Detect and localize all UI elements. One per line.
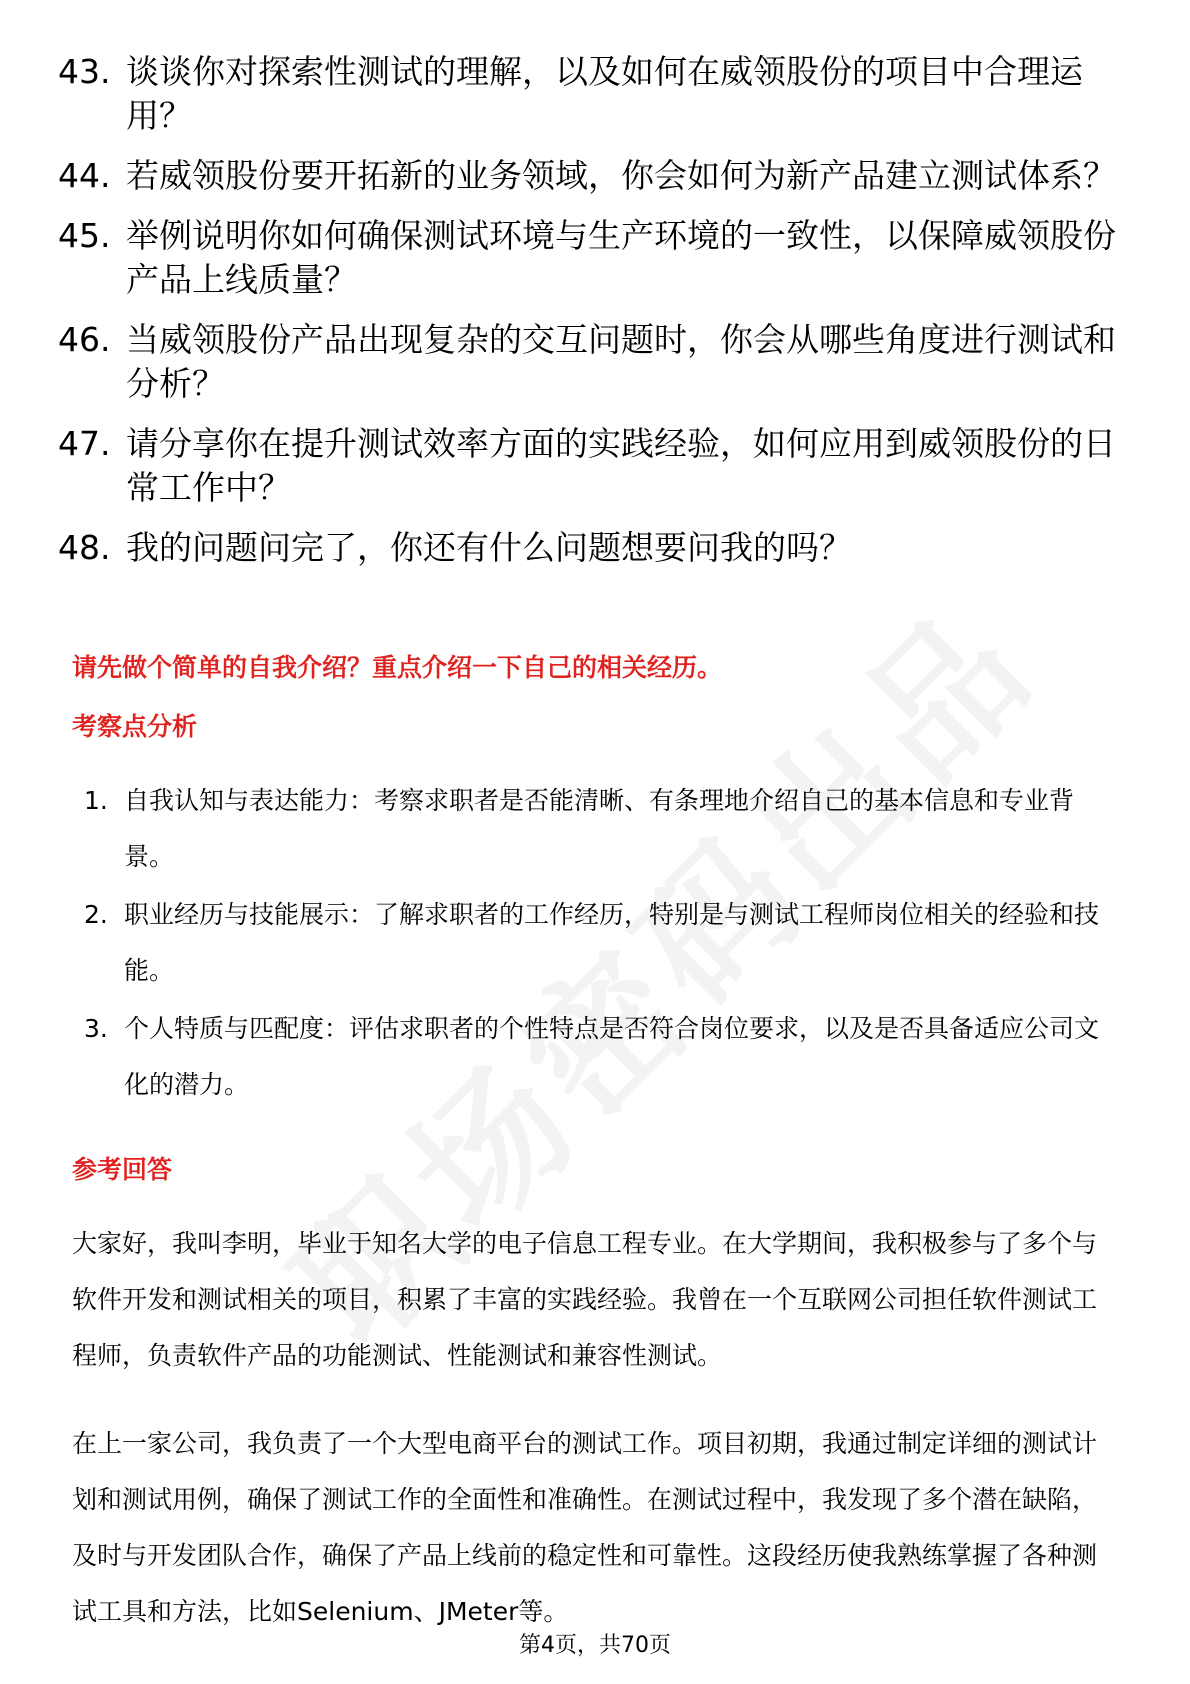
analysis-number: 2. <box>84 900 108 929</box>
answer-paragraph: 在上一家公司，我负责了一个大型电商平台的测试工作。项目初期，我通过制定详细的测试计划和测试用例，确保了测试工作的全面性和准确性。在测试过程中，我发现了多个潜在缺陷，及时与开发团队合作，确保了产品上线前的稳定性和可靠性。这段经历使我熟练掌握了各种测试工具和方法，比如Selenium、JMeter等。 <box>72 1429 1098 1626</box>
question-text: 当威领股份产品出现复杂的交互问题时，你会从哪些角度进行测试和分析？ <box>126 320 1116 403</box>
question-item <box>58 318 1138 406</box>
question-text: 若威领股份要开拓新的业务领域，你会如何为新产品建立测试体系？ <box>126 156 1116 195</box>
question-text: 我的问题问完了，你还有什么问题想要问我的吗？ <box>126 528 852 567</box>
analysis-number: 3. <box>84 1014 108 1043</box>
analysis-number: 1. <box>84 786 108 815</box>
analysis-item <box>84 887 1114 999</box>
question-item <box>58 154 1138 198</box>
question-list <box>58 50 1138 586</box>
analysis-item <box>84 773 1114 885</box>
question-text: 举例说明你如何确保测试环境与生产环境的一致性，以保障威领股份产品上线质量？ <box>126 216 1116 299</box>
analysis-text: 职业经历与技能展示：了解求职者的工作经历，特别是与测试工程师岗位相关的经验和技能。 <box>124 900 1100 985</box>
question-number: 45. <box>58 216 111 255</box>
question-item <box>58 214 1138 302</box>
question-number: 47. <box>58 424 111 463</box>
question-text: 请分享你在提升测试效率方面的实践经验，如何应用到威领股份的日常工作中？ <box>126 424 1116 507</box>
section-question-heading: 请先做个简单的自我介绍？重点介绍一下自己的相关经历。 <box>72 653 723 682</box>
question-item <box>58 422 1138 510</box>
analysis-text: 个人特质与匹配度：评估求职者的个性特点是否符合岗位要求，以及是否具备适应公司文化的潜力。 <box>124 1014 1100 1099</box>
question-item <box>58 50 1138 138</box>
analysis-heading: 考察点分析 <box>72 712 198 741</box>
reference-heading: 参考回答 <box>72 1155 173 1184</box>
question-number: 48. <box>58 528 111 567</box>
analysis-item <box>84 1001 1114 1113</box>
question-item <box>58 526 1138 570</box>
analysis-text: 自我认知与表达能力：考察求职者是否能清晰、有条理地介绍自己的基本信息和专业背景。 <box>124 786 1075 871</box>
analysis-list <box>84 773 1114 1115</box>
question-number: 46. <box>58 320 111 359</box>
question-number: 44. <box>58 156 111 195</box>
question-text: 谈谈你对探索性测试的理解，以及如何在威领股份的项目中合理运用？ <box>126 52 1083 135</box>
answer-paragraph: 大家好，我叫李明，毕业于知名大学的电子信息工程专业。在大学期间，我积极参与了多个与软件开发和测试相关的项目，积累了丰富的实践经验。我曾在一个互联网公司担任软件测试工程师，负责软件产品的功能测试、性能测试和兼容性测试。 <box>72 1229 1098 1370</box>
question-number: 43. <box>58 52 111 91</box>
page-footer: 第4页，共70页 <box>519 1633 671 1658</box>
